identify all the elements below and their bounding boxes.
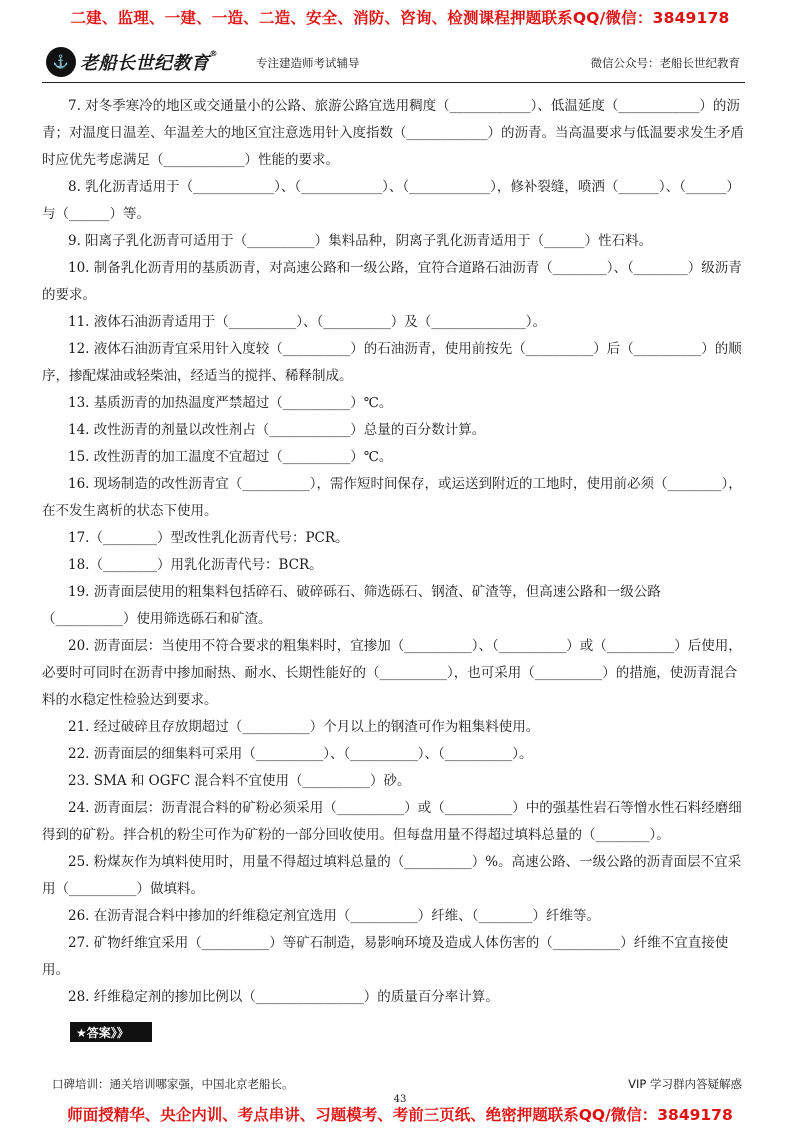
footer-slogan: 口碑培训：通关培训哪家强，中国北京老船长。 (52, 1077, 294, 1091)
question-18: 18.（________）用乳化沥青代号：BCR。 (68, 557, 323, 573)
header-tagline: 专注建造师考试辅导 (256, 56, 360, 70)
header-divider (42, 82, 745, 83)
wechat-account: 微信公众号：老船长世纪教育 (590, 56, 740, 70)
brand-logo (46, 47, 218, 77)
page-header (46, 45, 740, 81)
question-22: 22. 沥青面层的细集料可采用（__________）、（__________）、（__________）。 (68, 746, 533, 762)
question-9: 9. 阳离子乳化沥青可适用于（__________）集料品种，阴离子乳化沥青适用于（______）性石料。 (68, 233, 653, 249)
top-contact-banner: 二建、监理、一建、一造、二造、安全、消防、咨询、检测课程押题联系QQ/微信：3849178 (70, 9, 730, 27)
question-20: 20. 沥青面层：当使用不符合要求的粗集料时，宜掺加（__________）、（__________）或（__________）后使用，必要时可同时在沥青中掺加耐热、耐水、长期性能好的（__________），也可采用（__________）的措施，使沥青混合料的水稳定性检验达到要求。 (42, 638, 742, 708)
page-number: 43 (393, 1094, 407, 1105)
question-11: 11. 液体石油沥青适用于（__________）、（__________）及（______________）。 (68, 314, 547, 330)
question-19: 19. 沥青面层使用的粗集料包括碎石、破碎砾石、筛选砾石、钢渣、矿渣等，但高速公路和一级公路（__________）使用筛选砾石和矿渣。 (42, 584, 661, 627)
question-10: 10. 制备乳化沥青用的基质沥青，对高速公路和一级公路，宜符合道路石油沥青（________）、（________）级沥青的要求。 (42, 260, 742, 303)
answer-section-badge: ★答案》》 (70, 1022, 152, 1042)
question-13: 13. 基质沥青的加热温度严禁超过（__________）℃。 (68, 395, 393, 411)
question-8: 8. 乳化沥青适用于（____________）、（____________）、（____________），修补裂缝，喷洒（______）、（______）与（______）等。 (42, 179, 740, 222)
question-28: 28. 纤维稳定剂的掺加比例以（________________）的质量百分率计算。 (68, 989, 499, 1005)
question-7: 7. 对冬季寒冷的地区或交通量小的公路、旅游公路宜选用稠度（____________）、低温延度（____________）的沥青；对温度日温差、年温差大的地区宜注意选用针入度指数（____________）的沥青。当高温要求与低温要求发生矛盾时应优先考虑满足（____________）性能的要求。 (42, 98, 744, 168)
question-26: 26. 在沥青混合料中掺加的纤维稳定剂宜选用（__________）纤维、（________）纤维等。 (68, 908, 601, 924)
question-23: 23. SMA 和 OGFC 混合料不宜使用（__________）砂。 (68, 773, 411, 789)
question-17: 17.（________）型改性乳化沥青代号：PCR。 (68, 530, 349, 546)
ship-logo-icon: ⚓ (46, 47, 76, 77)
question-15: 15. 改性沥青的加工温度不宜超过（__________）℃。 (68, 449, 393, 465)
question-12: 12. 液体石油沥青宜采用针入度较（__________）的石油沥青，使用前按先（__________）后（__________）的顺序，掺配煤油或轻柴油，经适当的搅拌、稀释制成。 (42, 341, 742, 384)
question-16: 16. 现场制造的改性沥青宜（__________），需作短时间保存，或运送到附近的工地时，使用前必须（________），在不发生离析的状态下使用。 (42, 476, 742, 519)
bottom-contact-banner: 师面授精华、央企内训、考点串讲、习题模考、考前三页纸、绝密押题联系QQ/微信：3849178 (67, 1106, 733, 1124)
question-27: 27. 矿物纤维宜采用（__________）等矿石制造，易影响环境及造成人体伤害的（__________）纤维不宜直接使用。 (42, 935, 729, 978)
footer-vip-note: VIP 学习群内答疑解惑 (628, 1077, 742, 1091)
question-25: 25. 粉煤灰作为填料使用时，用量不得超过填料总量的（__________）%。高速公路、一级公路的沥青面层不宜采用（__________）做填料。 (42, 854, 742, 897)
question-21: 21. 经过破碎且存放期超过（__________）个月以上的钢渣可作为粗集料使用。 (68, 719, 540, 735)
question-14: 14. 改性沥青的剂量以改性剂占（____________）总量的百分数计算。 (68, 422, 486, 438)
brand-name: 老船长世纪教育® (80, 49, 218, 74)
question-24: 24. 沥青面层：沥青混合料的矿粉必须采用（__________）或（__________）中的强基性岩石等憎水性石料经磨细得到的矿粉。拌合机的粉尘可作为矿粉的一部分回收使用。但每盘用量不得超过填料总量的（________）。 (42, 800, 742, 843)
question-list (42, 93, 744, 1011)
